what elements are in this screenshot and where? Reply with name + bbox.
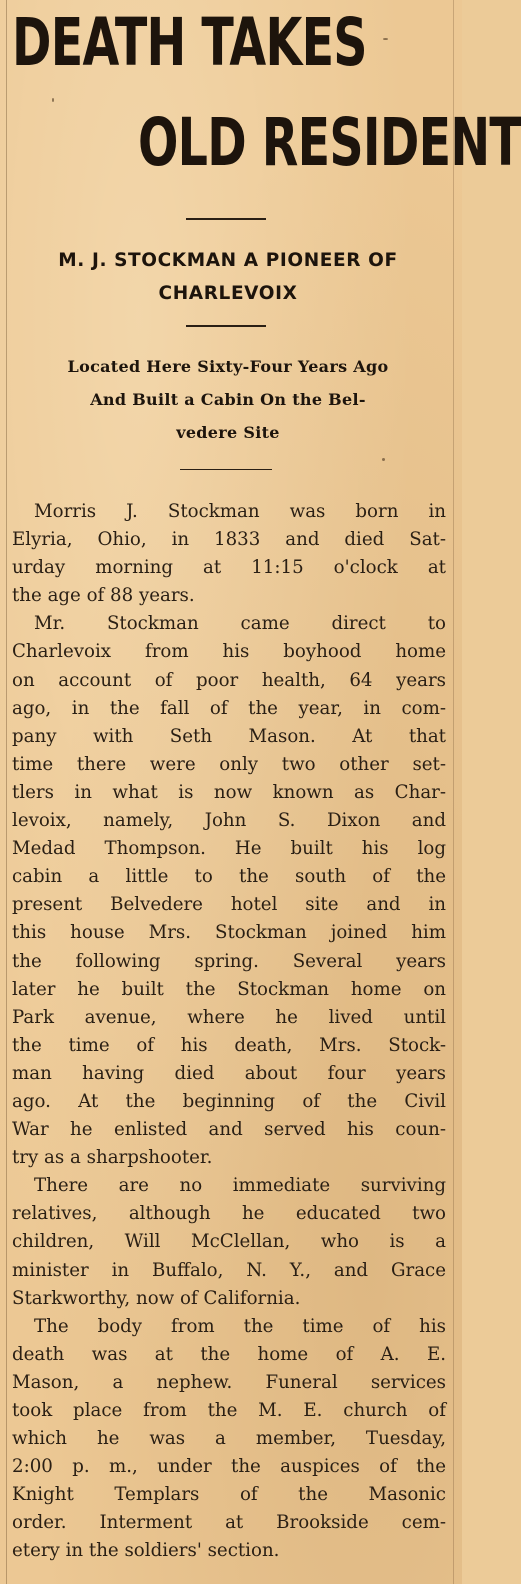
article-line: man having died about four years — [12, 1062, 446, 1084]
article-line: present Belvedere hotel site and in — [12, 894, 446, 916]
column-rule-left — [6, 0, 7, 1584]
subheadline-secondary — [10, 350, 446, 449]
paper-speck — [382, 458, 385, 461]
article-line: Mason, a nephew. Funeral services — [12, 1371, 446, 1393]
article-line: the following spring. Several years — [12, 950, 446, 972]
column-rule-right — [453, 0, 454, 1584]
divider-rule — [180, 469, 272, 470]
article-line: try as a sharpshooter. — [12, 1147, 213, 1169]
article-line: later he built the Stockman home on — [12, 978, 446, 1000]
headline-line-2: OLD RESIDENT — [138, 104, 521, 181]
article-line: tlers in what is now known as Char- — [12, 781, 446, 803]
subheadline-primary-line-2: CHARLEVOIX — [158, 283, 298, 304]
divider-rule — [186, 218, 266, 220]
article-line: minister in Buffalo, N. Y., and Grace — [12, 1259, 446, 1281]
article-line: Knight Templars of the Masonic — [12, 1484, 446, 1506]
divider-rule — [186, 325, 266, 327]
paper-speck — [52, 98, 54, 102]
article-line: the age of 88 years. — [12, 585, 195, 607]
subheadline-secondary-line-2: And Built a Cabin On the Bel- — [90, 390, 366, 409]
article-line: urday morning at 11:15 o'clock at — [12, 557, 446, 579]
article-line: Medad Thompson. He built his log — [12, 838, 446, 860]
article-line: Park avenue, where he lived until — [12, 1006, 446, 1028]
subheadline-primary — [10, 244, 446, 310]
article-line: levoix, namely, John S. Dixon and — [12, 810, 446, 832]
article-line: which he was a member, Tuesday, — [12, 1428, 446, 1450]
article-line: pany with Seth Mason. At that — [12, 725, 446, 747]
paper-speck — [383, 38, 388, 40]
subheadline-secondary-line-3: vedere Site — [176, 423, 280, 442]
article-line: Morris J. Stockman was born in — [34, 501, 446, 522]
article-line: The body from the time of his — [34, 1315, 446, 1337]
article-line: etery in the soldiers' section. — [12, 1540, 280, 1562]
article-body — [12, 498, 446, 1566]
article-line: time there were only two other set- — [12, 753, 446, 775]
article-line: took place from the M. E. church of — [12, 1400, 446, 1421]
article-line: War he enlisted and served his coun- — [12, 1119, 446, 1141]
article-line: this house Mrs. Stockman joined him — [12, 922, 446, 944]
article-line: on account of poor health, 64 years — [12, 669, 446, 691]
article-line: children, Will McClellan, who is a — [12, 1231, 446, 1253]
article-line: death was at the home of A. E. — [12, 1343, 446, 1365]
article-line: Elyria, Ohio, in 1833 and died Sat- — [12, 529, 446, 551]
article-line: Mr. Stockman came direct to — [34, 613, 446, 635]
article-line: ago, in the fall of the year, in com- — [12, 697, 446, 719]
article-line: 2:00 p. m., under the auspices of the — [12, 1456, 446, 1478]
article-line: There are no immediate surviving — [34, 1175, 446, 1197]
article-line: Charlevoix from his boyhood home — [12, 641, 446, 663]
article-line: the time of his death, Mrs. Stock- — [12, 1034, 446, 1056]
headline-line-1: DEATH TAKES — [12, 4, 367, 81]
article-line: Starkworthy, now of California. — [12, 1287, 301, 1309]
article-line: relatives, although he educated two — [12, 1203, 446, 1225]
article-line: ago. At the beginning of the Civil — [12, 1090, 446, 1112]
article-line: order. Interment at Brookside cem- — [12, 1512, 446, 1534]
subheadline-secondary-line-1: Located Here Sixty-Four Years Ago — [67, 357, 389, 376]
article-line: cabin a little to the south of the — [12, 866, 446, 888]
subheadline-primary-line-1: M. J. STOCKMAN A PIONEER OF — [58, 250, 398, 271]
